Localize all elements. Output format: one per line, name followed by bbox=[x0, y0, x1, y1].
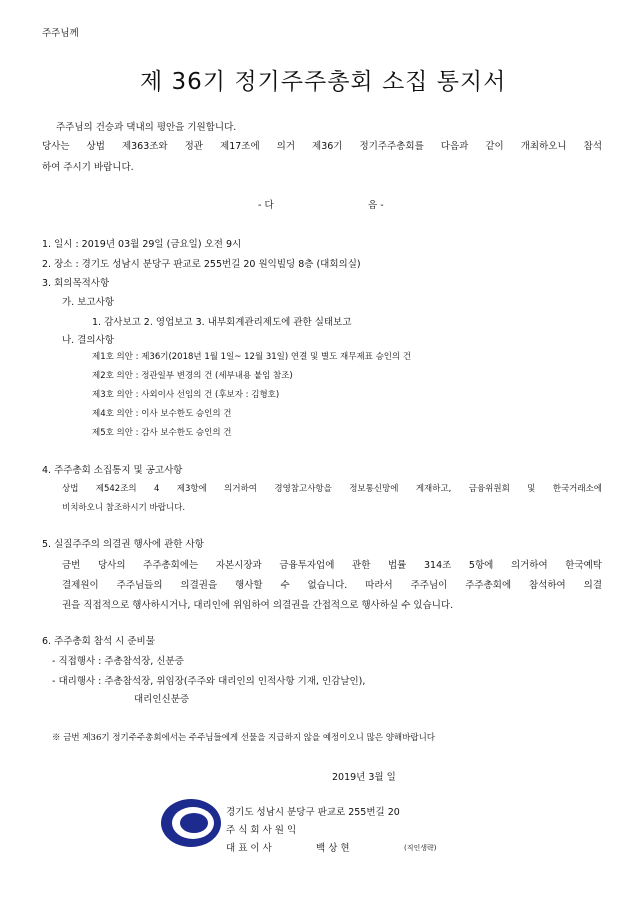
item-5-line-2: 결제원이 주주님들의 의결권을 행사할 수 없습니다. 따라서 주주님이 주주총회에 참석하여 의결 bbox=[62, 580, 602, 591]
agenda-item-5: 제5호 의안 : 감사 보수한도 승인의 건 bbox=[92, 428, 232, 438]
item-6-proxy-line-1: - 대리행사 : 주총참석장, 위임장(주주와 대리인의 인적사항 기재, 인감날인), bbox=[52, 676, 366, 687]
salutation: 주주님께 bbox=[42, 28, 79, 39]
page-title: 제 36기 정기주주총회 소집 통지서 bbox=[140, 69, 507, 95]
item-3-agenda-heading: 3. 회의목적사항 bbox=[42, 278, 110, 289]
item-6-title: 6. 주주총회 참석 시 준비물 bbox=[42, 636, 155, 647]
agenda-item-4: 제4호 의안 : 이사 보수한도 승인의 건 bbox=[92, 409, 232, 419]
ceo-name: 백 상 현 bbox=[316, 843, 350, 854]
item-6-direct: - 직접행사 : 주총참석장, 신분증 bbox=[52, 656, 184, 667]
gift-note: ※ 금번 제36기 정기주주총회에서는 주주님들에게 선물을 지급하지 않을 예정이오니 많은 양해바랍니다 bbox=[52, 733, 435, 743]
company-name: 주 식 회 사 원 익 bbox=[226, 825, 297, 836]
intro-line-2: 하여 주시기 바랍니다. bbox=[42, 162, 134, 173]
item-1-datetime: 1. 일시 : 2019년 03월 29일 (금요일) 오전 9시 bbox=[42, 239, 242, 250]
item-5-line-1: 금번 당사의 주주총회에는 자본시장과 금융투자업에 관한 법률 314조 5항에 의거하여 한국예탁 bbox=[62, 560, 602, 571]
item-6-proxy-line-2: 대리인신분증 bbox=[134, 694, 190, 705]
item-4-line-1: 상법 제542조의 4 제3항에 의거하여 경영참고사항을 정보통신망에 게재하고, 금융위원회 및 한국거래소에 bbox=[62, 484, 602, 494]
agenda-item-3: 제3호 의안 : 사외이사 선임의 건 (후보자 : 김형호) bbox=[92, 390, 280, 400]
da-label: - 다 bbox=[258, 200, 274, 211]
item-4-title: 4. 주주총회 소집통지 및 공고사항 bbox=[42, 465, 183, 476]
item-5-title: 5. 실질주주의 의결권 행사에 관한 사항 bbox=[42, 539, 204, 550]
item-3-report-heading: 가. 보고사항 bbox=[62, 297, 114, 308]
item-3-resolution-heading: 나. 결의사항 bbox=[62, 335, 114, 346]
item-3-report-list: 1. 감사보고 2. 영업보고 3. 내부회계관리제도에 관한 실태보고 bbox=[92, 317, 352, 328]
item-4-line-2: 비치하오니 참조하시기 바랍니다. bbox=[62, 503, 186, 513]
intro-line-1: 당사는 상법 제363조와 정관 제17조에 의거 제36기 정기주주총회를 다음과 같이 개최하오니 참석 bbox=[42, 141, 602, 152]
seal-note: (직인생략) bbox=[404, 844, 437, 852]
item-5-line-3: 권을 직접적으로 행사하시거나, 대리인에 위임하여 의결권을 간접적으로 행사하실 수 있습니다. bbox=[62, 600, 454, 611]
ceo-title: 대 표 이 사 bbox=[226, 843, 272, 854]
agenda-item-2: 제2호 의안 : 정관일부 변경의 건 (세부내용 붙임 참조) bbox=[92, 371, 293, 381]
date-line: 2019년 3월 일 bbox=[332, 772, 396, 783]
item-2-location: 2. 장소 : 경기도 성남시 분당구 판교로 255번길 20 원익빌딩 8층 (대회의실) bbox=[42, 259, 361, 270]
greeting: 주주님의 건승과 댁내의 평안을 기원합니다. bbox=[56, 122, 237, 133]
company-address: 경기도 성남시 분당구 판교로 255번길 20 bbox=[226, 807, 400, 818]
agenda-item-1: 제1호 의안 : 제36기(2018년 1월 1일~ 12월 31일) 연결 및 별도 재무제표 승인의 건 bbox=[92, 352, 412, 362]
eum-label: 음 - bbox=[368, 200, 384, 211]
company-logo-icon bbox=[160, 792, 222, 854]
